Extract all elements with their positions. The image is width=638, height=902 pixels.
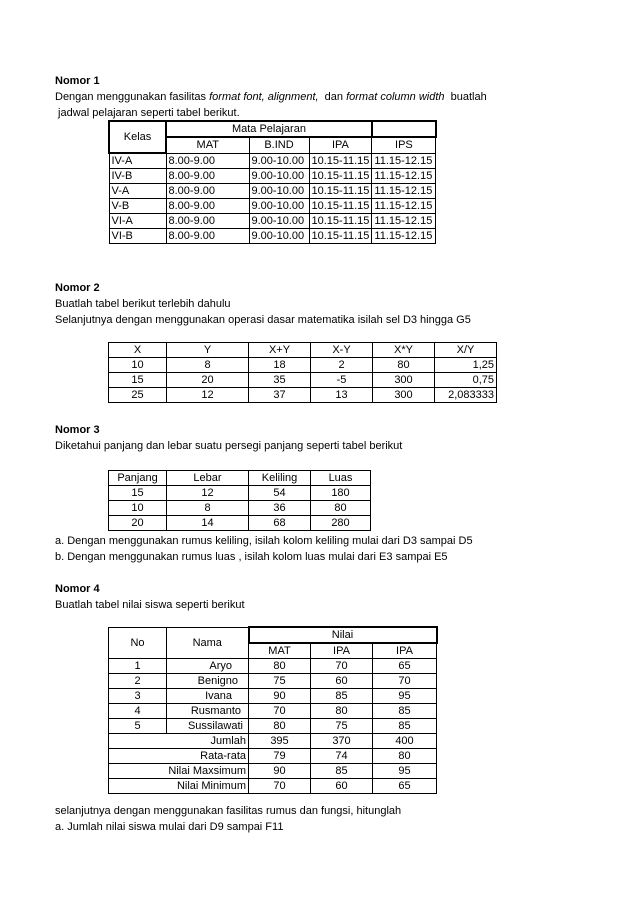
table-row bbox=[109, 199, 436, 214]
table-cell: 65 bbox=[373, 659, 437, 674]
table-row bbox=[109, 229, 436, 244]
table-cell: 2 bbox=[109, 674, 167, 689]
arithmetic-table bbox=[108, 342, 497, 403]
table-cell: 395 bbox=[249, 734, 311, 749]
summary-label: Jumlah bbox=[109, 734, 249, 749]
table-cell: 11.15-12.15 bbox=[372, 199, 436, 214]
table-cell: 85 bbox=[373, 704, 437, 719]
table-cell: 5 bbox=[109, 719, 167, 734]
table-cell: 74 bbox=[311, 749, 373, 764]
table-cell: 15 bbox=[109, 486, 167, 501]
instruction-text-part-3: buatlah bbox=[444, 91, 487, 103]
table-cell: 12 bbox=[167, 486, 249, 501]
table-cell: 11.15-12.15 bbox=[372, 214, 436, 229]
nomor-3-note-a: a. Dengan menggunakan rumus keliling, isilah kolom keliling mulai dari D3 sampai D5 bbox=[55, 535, 473, 547]
table-cell: 18 bbox=[249, 358, 311, 373]
table-cell: 8.00-9.00 bbox=[166, 229, 249, 244]
table-cell: 3 bbox=[109, 689, 167, 704]
subject-header: MAT bbox=[166, 137, 249, 153]
table-cell: 85 bbox=[311, 689, 373, 704]
table-cell: 10.15-11.15 bbox=[309, 169, 372, 184]
table-cell: 80 bbox=[373, 358, 435, 373]
column-header: X bbox=[109, 343, 167, 358]
table-row bbox=[109, 388, 497, 403]
table-cell: V-A bbox=[109, 184, 166, 199]
table-cell: 9.00-10.00 bbox=[249, 169, 309, 184]
table-cell: 11.15-12.15 bbox=[372, 169, 436, 184]
column-header: Luas bbox=[311, 471, 371, 486]
table-cell: 79 bbox=[249, 749, 311, 764]
no-header: No bbox=[109, 627, 167, 659]
table-cell: 180 bbox=[311, 486, 371, 501]
table-cell: 300 bbox=[373, 388, 435, 403]
table-cell: 8.00-9.00 bbox=[166, 214, 249, 229]
table-cell: 85 bbox=[311, 764, 373, 779]
table-cell: 80 bbox=[311, 704, 373, 719]
table-row bbox=[109, 674, 437, 689]
table-row bbox=[109, 184, 436, 199]
table-cell: 70 bbox=[311, 659, 373, 674]
table-cell: 95 bbox=[373, 689, 437, 704]
table-cell: 80 bbox=[311, 501, 371, 516]
table-cell: 13 bbox=[311, 388, 373, 403]
table-cell: 9.00-10.00 bbox=[249, 229, 309, 244]
table-cell: 80 bbox=[249, 719, 311, 734]
rectangle-table bbox=[108, 470, 371, 531]
table-cell: VI-B bbox=[109, 229, 166, 244]
table-cell: 9.00-10.00 bbox=[249, 184, 309, 199]
table-cell: 10 bbox=[109, 501, 167, 516]
table-cell: 11.15-12.15 bbox=[372, 184, 436, 199]
table-cell: Benigno bbox=[167, 674, 249, 689]
table-row bbox=[109, 153, 436, 169]
table-cell: 1 bbox=[109, 659, 167, 674]
table-row bbox=[109, 689, 437, 704]
table-row bbox=[109, 516, 371, 531]
nama-header: Nama bbox=[167, 627, 249, 659]
schedule-table bbox=[108, 120, 437, 244]
table-cell: 15 bbox=[109, 373, 167, 388]
instruction-text-part-1: Dengan menggunakan fasilitas bbox=[55, 91, 210, 103]
nomor-4-after-line-1: selanjutnya dengan menggunakan fasilitas rumus dan fungsi, hitunglah bbox=[55, 805, 402, 817]
table-cell: 70 bbox=[373, 674, 437, 689]
column-header: Lebar bbox=[167, 471, 249, 486]
table-row bbox=[109, 214, 436, 229]
instruction-text-part-2: dan bbox=[318, 91, 347, 103]
subject-header: IPA bbox=[373, 643, 437, 659]
table-row bbox=[109, 373, 497, 388]
nomor-3-instruction: Diketahui panjang dan lebar suatu persegi panjang seperti tabel berikut bbox=[55, 440, 403, 452]
table-cell: 75 bbox=[311, 719, 373, 734]
subject-header: IPA bbox=[309, 137, 372, 153]
table-cell: 300 bbox=[373, 373, 435, 388]
nomor-4-after-line-2: a. Jumlah nilai siswa mulai dari D9 sampai F11 bbox=[55, 821, 284, 833]
table-row bbox=[109, 486, 371, 501]
table-cell: 25 bbox=[109, 388, 167, 403]
column-header: Keliling bbox=[249, 471, 311, 486]
table-cell: 2,083333 bbox=[435, 388, 497, 403]
table-cell: 9.00-10.00 bbox=[249, 153, 309, 169]
table-cell: 370 bbox=[311, 734, 373, 749]
subject-header: IPA bbox=[311, 643, 373, 659]
nomor-2-instruction-line-2: Selanjutnya dengan menggunakan operasi dasar matematika isilah sel D3 hingga G5 bbox=[55, 314, 471, 326]
nomor-3-title: Nomor 3 bbox=[55, 424, 100, 436]
table-cell: Rusmanto bbox=[167, 704, 249, 719]
table-cell: 8.00-9.00 bbox=[166, 184, 249, 199]
nomor-4-instruction: Buatlah tabel nilai siswa seperti berikut bbox=[55, 599, 245, 611]
table-row bbox=[109, 358, 497, 373]
table-cell: 8.00-9.00 bbox=[166, 169, 249, 184]
summary-row bbox=[109, 749, 437, 764]
nilai-header: Nilai bbox=[249, 627, 437, 643]
column-header: Panjang bbox=[109, 471, 167, 486]
table-cell: IV-B bbox=[109, 169, 166, 184]
nomor-4-title: Nomor 4 bbox=[55, 583, 100, 595]
summary-row bbox=[109, 764, 437, 779]
table-cell: 10.15-11.15 bbox=[309, 153, 372, 169]
table-cell: 10 bbox=[109, 358, 167, 373]
nomor-2-instruction-line-1: Buatlah tabel berikut terlebih dahulu bbox=[55, 298, 231, 310]
table-cell: 37 bbox=[249, 388, 311, 403]
empty-header-cell bbox=[372, 121, 436, 137]
table-cell: 8 bbox=[167, 358, 249, 373]
table-cell: 10.15-11.15 bbox=[309, 229, 372, 244]
table-cell: 9.00-10.00 bbox=[249, 214, 309, 229]
table-cell: 35 bbox=[249, 373, 311, 388]
table-cell: 36 bbox=[249, 501, 311, 516]
column-header: Y bbox=[167, 343, 249, 358]
table-cell: 14 bbox=[167, 516, 249, 531]
table-row bbox=[109, 169, 436, 184]
table-cell: 1,25 bbox=[435, 358, 497, 373]
table-cell: 2 bbox=[311, 358, 373, 373]
table-cell: 75 bbox=[249, 674, 311, 689]
table-cell: 11.15-12.15 bbox=[372, 229, 436, 244]
instruction-text-italic-2: format column width bbox=[346, 91, 445, 103]
table-cell: 8 bbox=[167, 501, 249, 516]
column-header: X/Y bbox=[435, 343, 497, 358]
table-cell: 10.15-11.15 bbox=[309, 214, 372, 229]
table-row bbox=[109, 659, 437, 674]
column-header: X-Y bbox=[311, 343, 373, 358]
column-header: X*Y bbox=[373, 343, 435, 358]
table-cell: 54 bbox=[249, 486, 311, 501]
table-row bbox=[109, 704, 437, 719]
table-cell: Aryo bbox=[167, 659, 249, 674]
table-cell: 4 bbox=[109, 704, 167, 719]
instruction-text-italic-1: format font, alignment, bbox=[209, 91, 319, 103]
table-cell: 10.15-11.15 bbox=[309, 184, 372, 199]
table-cell: 70 bbox=[249, 779, 311, 794]
nomor-1-instruction-line-1 bbox=[55, 90, 487, 104]
table-cell: 65 bbox=[373, 779, 437, 794]
table-cell: Sussilawati bbox=[167, 719, 249, 734]
table-cell: 20 bbox=[109, 516, 167, 531]
table-cell: 10.15-11.15 bbox=[309, 199, 372, 214]
nomor-2-title: Nomor 2 bbox=[55, 282, 100, 294]
table-cell: 280 bbox=[311, 516, 371, 531]
table-cell: 400 bbox=[373, 734, 437, 749]
summary-label: Nilai Maxsimum bbox=[109, 764, 249, 779]
table-cell: 80 bbox=[373, 749, 437, 764]
table-cell: 85 bbox=[373, 719, 437, 734]
table-cell: 90 bbox=[249, 764, 311, 779]
nomor-1-title: Nomor 1 bbox=[55, 75, 100, 87]
column-header: X+Y bbox=[249, 343, 311, 358]
table-cell: 60 bbox=[311, 674, 373, 689]
subject-header: IPS bbox=[372, 137, 436, 153]
summary-label: Rata-rata bbox=[109, 749, 249, 764]
table-cell: 80 bbox=[249, 659, 311, 674]
table-cell: 11.15-12.15 bbox=[372, 153, 436, 169]
table-cell: 60 bbox=[311, 779, 373, 794]
mata-pelajaran-header: Mata Pelajaran bbox=[166, 121, 372, 137]
summary-row bbox=[109, 734, 437, 749]
table-cell: 70 bbox=[249, 704, 311, 719]
subject-header: MAT bbox=[249, 643, 311, 659]
table-cell: 8.00-9.00 bbox=[166, 199, 249, 214]
table-cell: 95 bbox=[373, 764, 437, 779]
table-cell: VI-A bbox=[109, 214, 166, 229]
table-cell: 90 bbox=[249, 689, 311, 704]
student-grades-table bbox=[108, 626, 438, 794]
table-cell: 12 bbox=[167, 388, 249, 403]
nomor-1-instruction-line-2: jadwal pelajaran seperti tabel berikut. bbox=[55, 107, 240, 119]
kelas-header: Kelas bbox=[109, 121, 166, 153]
table-row bbox=[109, 719, 437, 734]
table-cell: Ivana bbox=[167, 689, 249, 704]
subject-header: B.IND bbox=[249, 137, 309, 153]
summary-row bbox=[109, 779, 437, 794]
table-row bbox=[109, 501, 371, 516]
summary-label: Nilai Minimum bbox=[109, 779, 249, 794]
table-cell: 20 bbox=[167, 373, 249, 388]
table-cell: 0,75 bbox=[435, 373, 497, 388]
table-cell: -5 bbox=[311, 373, 373, 388]
table-cell: IV-A bbox=[109, 153, 166, 169]
table-cell: 8.00-9.00 bbox=[166, 153, 249, 169]
table-cell: 68 bbox=[249, 516, 311, 531]
table-cell: 9.00-10.00 bbox=[249, 199, 309, 214]
nomor-3-note-b: b. Dengan menggunakan rumus luas , isilah kolom luas mulai dari E3 sampai E5 bbox=[55, 551, 448, 563]
table-cell: V-B bbox=[109, 199, 166, 214]
